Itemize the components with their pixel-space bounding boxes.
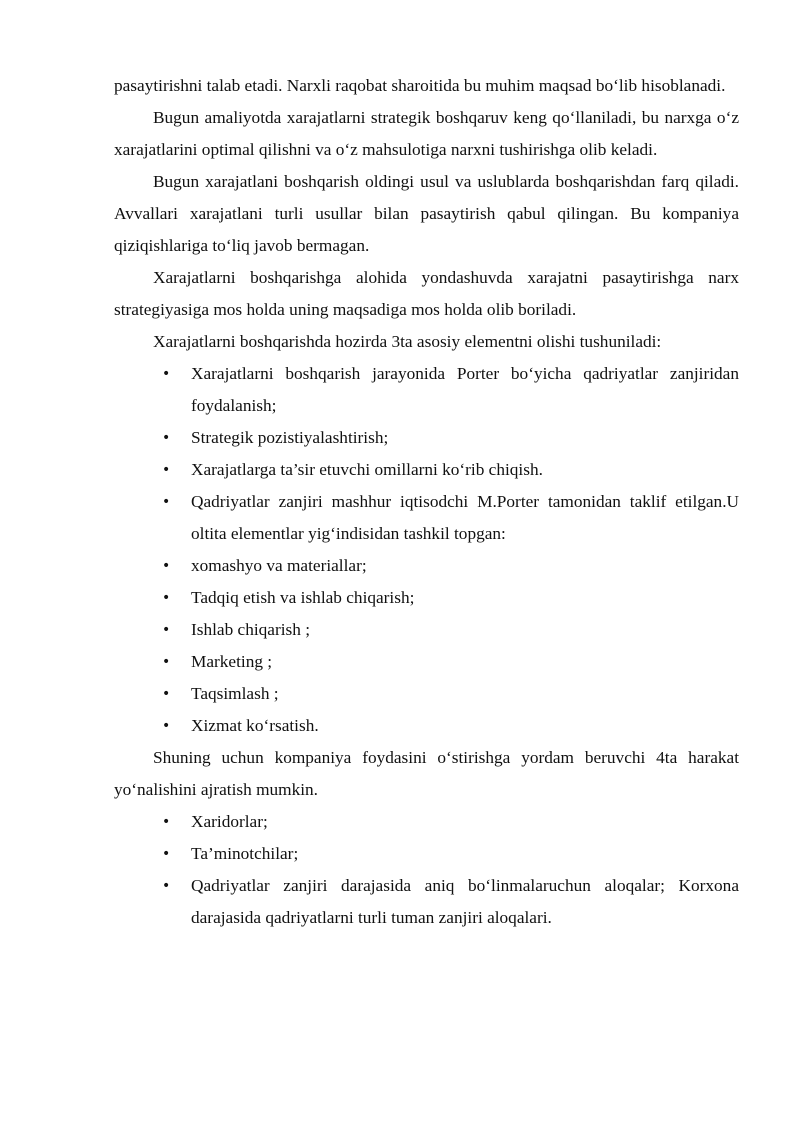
document-page: [114, 70, 739, 934]
paragraph: Xarajatlarni boshqarishda hozirda 3ta asosiy elementni olishi tushuniladi:: [153, 332, 662, 351]
bullet-icon: •: [162, 462, 171, 478]
paragraph: Shuning uchun kompaniya foydasini o‘stirishga yordam beruvchi 4ta harakat yo‘nalishini ajratish mumkin.: [114, 748, 739, 799]
bullet-icon: •: [162, 558, 171, 574]
bullet-icon: •: [162, 622, 171, 638]
list-item: [114, 838, 739, 870]
bullet-icon: •: [162, 814, 171, 830]
list-item: [114, 550, 739, 582]
list-item-text: Marketing ;: [191, 652, 273, 671]
list-item-text: Taqsimlash ;: [191, 684, 279, 703]
list-item: [114, 358, 739, 422]
bullet-list: [114, 358, 739, 742]
list-item-text: Xarajatlarga ta’sir etuvchi omillarni ko‘rib chiqish.: [191, 460, 543, 479]
list-item-text: Xarajatlarni boshqarish jarayonida Porter bo‘yicha qadriyatlar zanjiridan foydalanish;: [191, 364, 739, 415]
bullet-icon: •: [162, 878, 171, 894]
list-item-text: Xaridorlar;: [191, 812, 268, 831]
list-item-text: Tadqiq etish va ishlab chiqarish;: [191, 588, 415, 607]
list-item: [114, 582, 739, 614]
bullet-icon: •: [162, 654, 171, 670]
bullet-icon: •: [162, 686, 171, 702]
list-item-text: Ta’minotchilar;: [191, 844, 299, 863]
paragraph: Bugun xarajatlani boshqarish oldingi usul va uslublarda boshqarishdan farq qiladi. Avvallari xarajatlani turli usullar bilan pasaytirish qabul qilingan. Bu kompaniya qiziqishlariga to‘liq javob bermagan.: [114, 172, 739, 255]
paragraph: Xarajatlarni boshqarishga alohida yondashuvda xarajatni pasaytirishga narx strategiyasiga mos holda uning maqsadiga mos holda olib boriladi.: [114, 268, 739, 319]
list-item-text: Xizmat ko‘rsatish.: [191, 716, 319, 735]
list-item-text: xomashyo va materiallar;: [191, 556, 367, 575]
list-item-text: Qadriyatlar zanjiri darajasida aniq bo‘linmalaruchun aloqalar; Korxona darajasida qadriyatlarni turli tuman zanjiri aloqalari.: [191, 876, 739, 927]
bullet-icon: •: [162, 590, 171, 606]
list-item: [114, 486, 739, 550]
bullet-icon: •: [162, 846, 171, 862]
bullet-list: [114, 806, 739, 934]
list-item: [114, 422, 739, 454]
list-item: [114, 710, 739, 742]
list-item-text: Strategik pozistiyalashtirish;: [191, 428, 389, 447]
paragraph: pasaytirishni talab etadi. Narxli raqobat sharoitida bu muhim maqsad bo‘lib hisoblanadi.: [114, 76, 726, 95]
bullet-icon: •: [162, 718, 171, 734]
bullet-icon: •: [162, 430, 171, 446]
list-item: [114, 678, 739, 710]
list-item: [114, 614, 739, 646]
bullet-icon: •: [162, 494, 171, 510]
list-item: [114, 806, 739, 838]
list-item: [114, 870, 739, 934]
bullet-icon: •: [162, 366, 171, 382]
list-item-text: Qadriyatlar zanjiri mashhur iqtisodchi M.Porter tamonidan taklif etilgan.U oltita elementlar yig‘indisidan tashkil topgan:: [191, 492, 739, 543]
list-item: [114, 646, 739, 678]
list-item: [114, 454, 739, 486]
paragraph: Bugun amaliyotda xarajatlarni strategik boshqaruv keng qo‘llaniladi, bu narxga o‘z xarajatlarini optimal qilishni va o‘z mahsulotiga narxni tushirishga olib keladi.: [114, 108, 739, 159]
list-item-text: Ishlab chiqarish ;: [191, 620, 311, 639]
